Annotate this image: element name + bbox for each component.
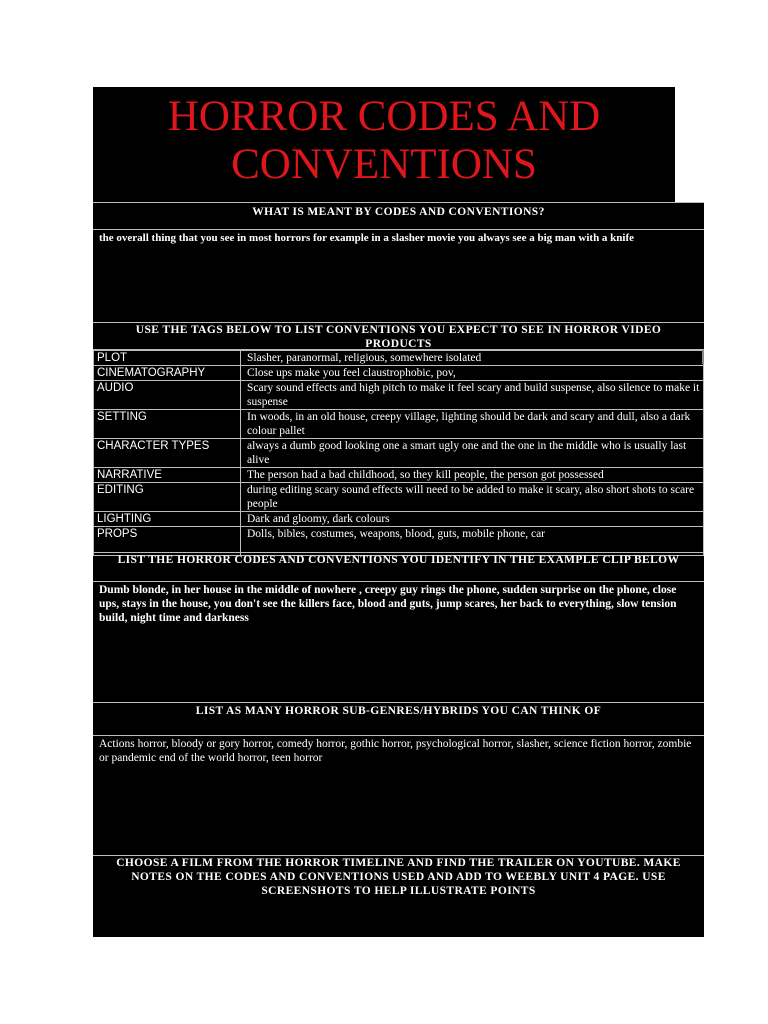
table-row xyxy=(94,351,704,366)
table-row xyxy=(94,410,704,439)
table-row xyxy=(94,381,704,410)
row-label-cinematography: CINEMATOGRAPHY xyxy=(94,366,241,381)
row-label-setting: SETTING xyxy=(94,410,241,439)
section3-header: LIST THE HORROR CODES AND CONVENTIONS YOU IDENTIFY IN THE EXAMPLE CLIP BELOW xyxy=(93,552,704,582)
section2-header: USE THE TAGS BELOW TO LIST CONVENTIONS YOU EXPECT TO SEE IN HORROR VIDEO PRODUCTS xyxy=(93,322,704,350)
worksheet xyxy=(93,202,704,937)
row-value-setting: In woods, in an old house, creepy village, lighting should be dark and scary and dull, also a dark colour pallet xyxy=(241,410,704,439)
row-value-editing: during editing scary sound effects will need to be added to make it scary, also short shots to scare people xyxy=(241,483,704,512)
row-value-props: Dolls, bibles, costumes, weapons, blood, guts, mobile phone, car xyxy=(241,527,704,556)
row-label-character-types: CHARACTER TYPES xyxy=(94,439,241,468)
title-line-2: CONVENTIONS xyxy=(231,141,537,188)
row-label-audio: AUDIO xyxy=(94,381,241,410)
row-label-plot: PLOT xyxy=(94,351,241,366)
section1-answer: the overall thing that you see in most horrors for example in a slasher movie you always see a big man with a knife xyxy=(99,232,635,244)
row-label-narrative: NARRATIVE xyxy=(94,468,241,483)
row-value-audio: Scary sound effects and high pitch to make it feel scary and build suspense, also silence to make it suspense xyxy=(241,381,704,410)
row-label-lighting: LIGHTING xyxy=(94,512,241,527)
table-row xyxy=(94,483,704,512)
row-value-plot: Slasher, paranormal, religious, somewhere isolated xyxy=(241,351,704,366)
row-value-character-types: always a dumb good looking one a smart ugly one and the one in the middle who is usually last alive xyxy=(241,439,704,468)
section3-answer: Dumb blonde, in her house in the middle of nowhere , creepy guy rings the phone, sudden surprise on the phone, close ups, stays in the house, you don't see the killers face, blood and guts, jump scares, her back to everything, slow tension build, night time and darkness xyxy=(99,584,677,624)
table-row xyxy=(94,439,704,468)
row-value-lighting: Dark and gloomy, dark colours xyxy=(241,512,704,527)
page-title xyxy=(93,87,675,203)
row-value-narrative: The person had a bad childhood, so they kill people, the person got possessed xyxy=(241,468,704,483)
row-value-cinematography: Close ups make you feel claustrophobic, pov, xyxy=(241,366,704,381)
section4-answer: Actions horror, bloody or gory horror, comedy horror, gothic horror, psychological horror, slasher, science fiction horror, zombie or pandemic end of the world horror, teen horror xyxy=(99,738,692,764)
row-label-props: PROPS xyxy=(94,527,241,556)
title-line-1: HORROR CODES AND xyxy=(167,93,601,140)
table-row xyxy=(94,366,704,381)
table-row xyxy=(94,512,704,527)
row-label-editing: EDITING xyxy=(94,483,241,512)
table-edge-marker xyxy=(702,350,704,364)
section5-instructions: CHOOSE A FILM FROM THE HORROR TIMELINE AND FIND THE TRAILER ON YOUTUBE. MAKE NOTES ON THE CODES AND CONVENTIONS USED AND ADD TO WEEBLY UNIT 4 PAGE. USE SCREENSHOTS TO HELP ILLUSTRATE POINTS xyxy=(116,857,681,897)
section4-header: LIST AS MANY HORROR SUB-GENRES/HYBRIDS YOU CAN THINK OF xyxy=(93,702,704,736)
section1-header: WHAT IS MEANT BY CODES AND CONVENTIONS? xyxy=(93,202,704,230)
conventions-table xyxy=(93,350,704,556)
table-row xyxy=(94,468,704,483)
